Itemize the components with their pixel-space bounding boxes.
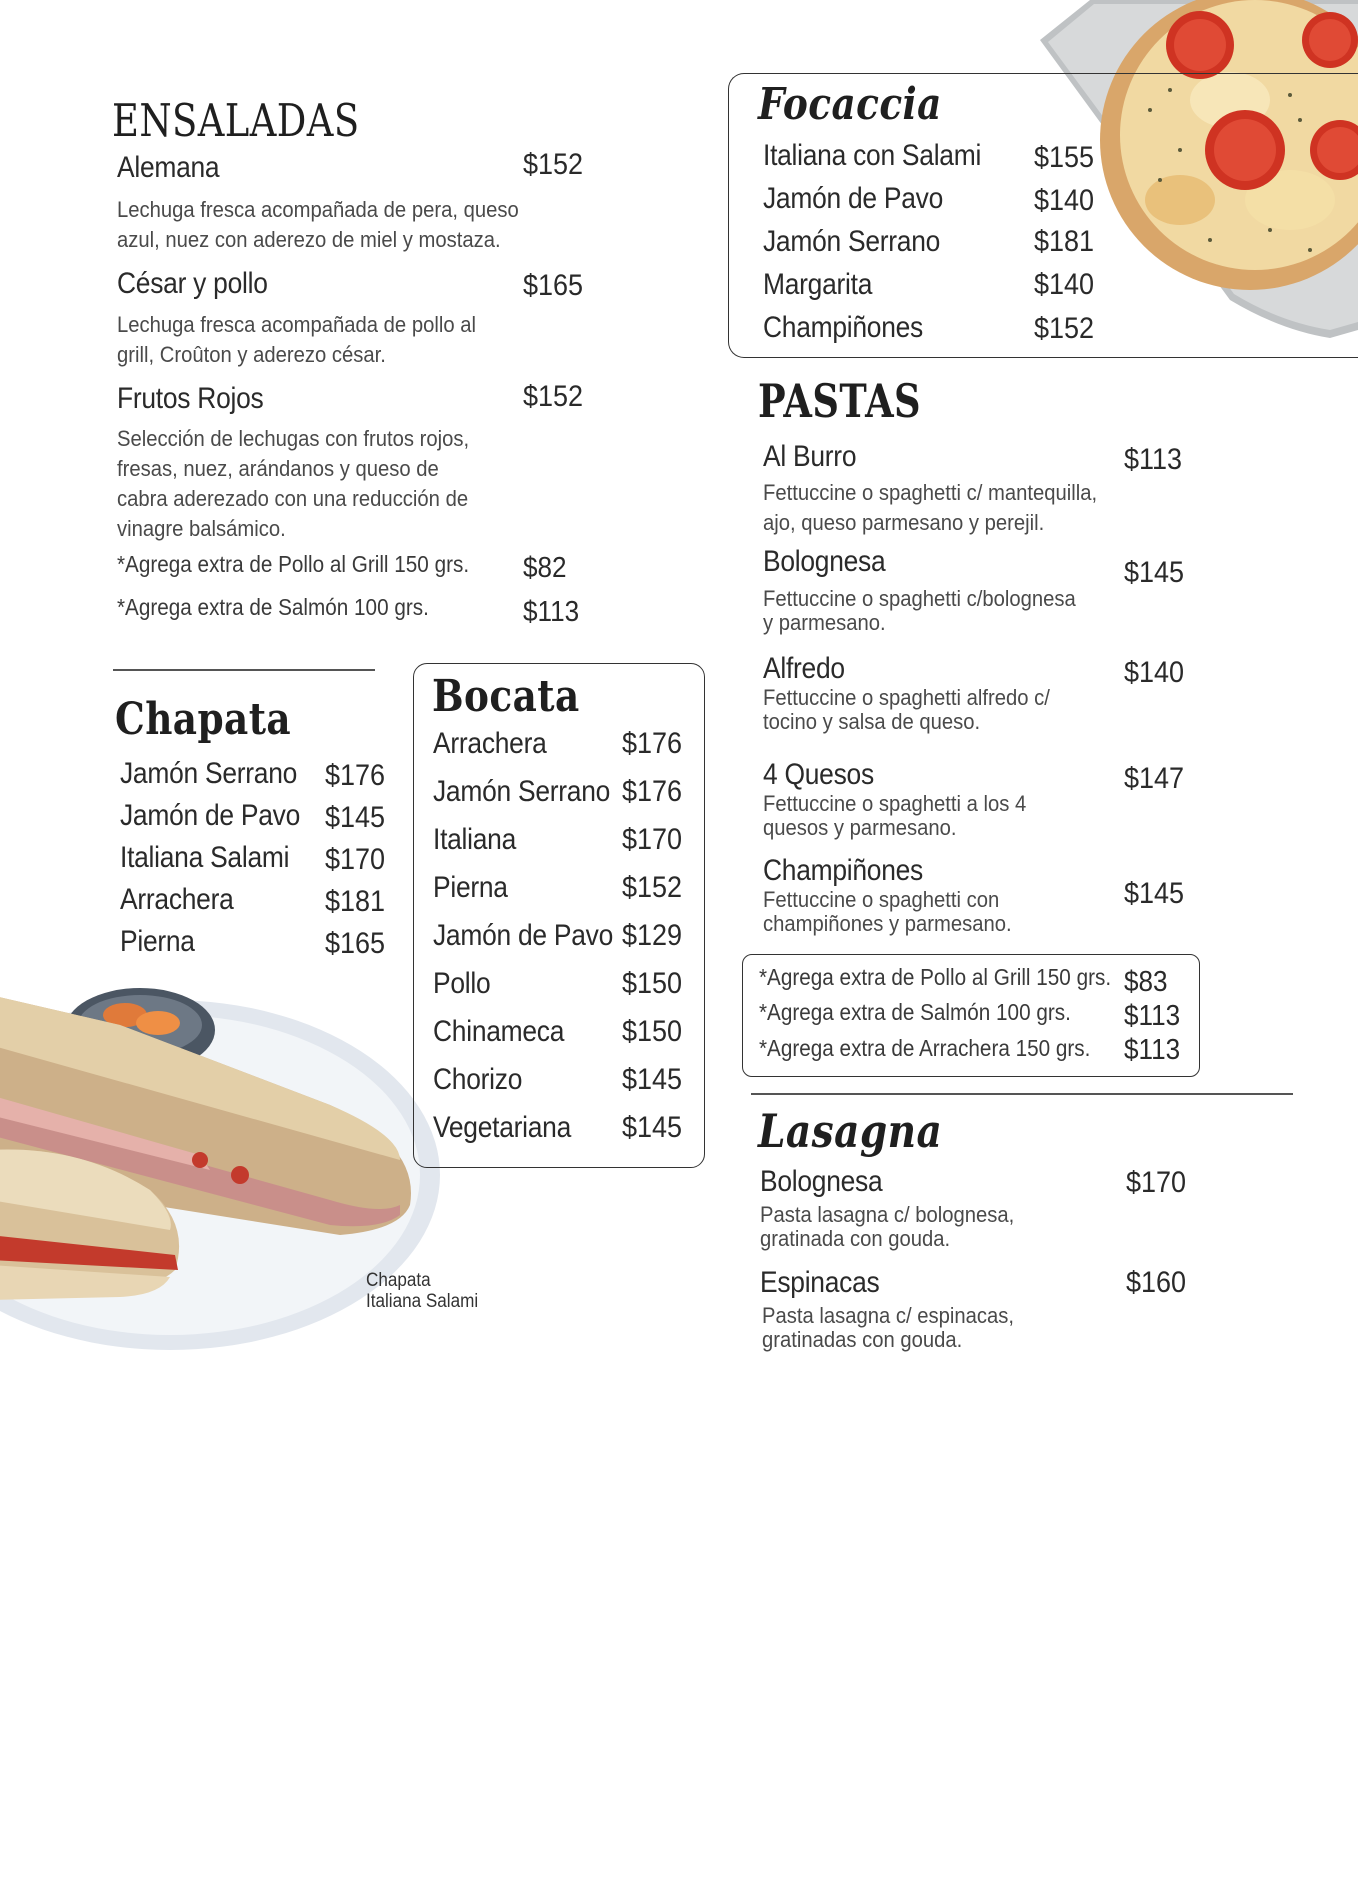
chapata-item-name: Jamón de Pavo bbox=[120, 799, 301, 832]
lasagna-item-desc bbox=[762, 1304, 1014, 1352]
focaccia-item-price: $152 bbox=[1034, 312, 1095, 345]
bocata-item-name: Vegetariana bbox=[433, 1111, 572, 1144]
pastas-item-name: Bolognesa bbox=[763, 545, 886, 578]
chapata-item-name: Arrachera bbox=[120, 883, 234, 916]
bocata-item-name: Chorizo bbox=[433, 1063, 523, 1096]
bocata-item-name: Jamón Serrano bbox=[433, 775, 611, 808]
pastas-title: PASTAS bbox=[758, 374, 922, 428]
ensaladas-item-desc: Lechuga fresca acompañada de pollo al grill, Croûton y aderezo césar. bbox=[117, 312, 476, 367]
pastas-item-name: Al Burro bbox=[763, 440, 857, 473]
focaccia-item-price: $155 bbox=[1034, 141, 1095, 174]
bocata-item-price: $150 bbox=[622, 1015, 683, 1048]
pastas-extra-price: $113 bbox=[1124, 1000, 1181, 1032]
pastas-extra-price: $113 bbox=[1124, 1034, 1181, 1066]
pastas-item-price: $145 bbox=[1124, 556, 1185, 589]
pastas-item-price: $145 bbox=[1124, 877, 1185, 910]
pastas-item-desc bbox=[763, 686, 1050, 734]
ensaladas-item-name: Alemana bbox=[117, 151, 220, 184]
lasagna-item-desc bbox=[760, 1203, 1014, 1251]
pastas-item-desc-line: Fettuccine o spaghetti con bbox=[763, 887, 1000, 912]
pastas-item-desc-line: Fettuccine o spaghetti c/bolognesa bbox=[763, 586, 1076, 611]
chapata-caption-line: Italiana Salami bbox=[366, 1291, 479, 1312]
chapata-title: Chapata bbox=[115, 694, 292, 745]
focaccia-item-price: $181 bbox=[1034, 225, 1095, 258]
ensaladas-extra-label: *Agrega extra de Salmón 100 grs. bbox=[117, 594, 429, 620]
section-divider bbox=[113, 669, 375, 671]
chapata-item-price: $181 bbox=[325, 885, 386, 918]
ensaladas-item-price: $152 bbox=[523, 148, 584, 181]
focaccia-title: Focaccia bbox=[758, 79, 942, 130]
pastas-item-desc bbox=[763, 888, 1012, 936]
focaccia-item-price: $140 bbox=[1034, 268, 1095, 301]
pastas-extra-label: *Agrega extra de Pollo al Grill 150 grs. bbox=[759, 964, 1112, 990]
ensaladas-extra-price: $82 bbox=[523, 552, 567, 584]
lasagna-item-name: Bolognesa bbox=[760, 1165, 883, 1198]
lasagna-item-price: $160 bbox=[1126, 1266, 1187, 1299]
chapata-item-name: Italiana Salami bbox=[120, 841, 290, 874]
chapata-caption bbox=[366, 1270, 478, 1312]
pastas-item-name: Champiñones bbox=[763, 854, 923, 887]
chapata-item-price: $170 bbox=[325, 843, 386, 876]
bocata-item-name: Pollo bbox=[433, 967, 491, 1000]
bocata-item-name: Pierna bbox=[433, 871, 508, 904]
bocata-item-name: Jamón de Pavo bbox=[433, 919, 614, 952]
ensaladas-item-price: $165 bbox=[523, 269, 584, 302]
bocata-item-name: Arrachera bbox=[433, 727, 547, 760]
ensaladas-item-desc: Lechuga fresca acompañada de pera, queso azul, nuez con aderezo de miel y mostaza. bbox=[117, 197, 519, 252]
focaccia-item-name: Margarita bbox=[763, 268, 873, 301]
focaccia-item-name: Jamón de Pavo bbox=[763, 182, 944, 215]
pastas-item-desc-line: Fettuccine o spaghetti alfredo c/ bbox=[763, 685, 1050, 710]
ensaladas-item-desc: Selección de lechugas con frutos rojos, fresas, nuez, arándanos y queso de cabra aderezado con una reducción de vinagre balsámico. bbox=[117, 426, 470, 541]
ensaladas-extra-label: *Agrega extra de Pollo al Grill 150 grs. bbox=[117, 551, 470, 577]
pastas-item-desc-line: champiñones y parmesano. bbox=[763, 911, 1012, 936]
pastas-extra-label: *Agrega extra de Arrachera 150 grs. bbox=[759, 1035, 1091, 1061]
lasagna-item-name: Espinacas bbox=[760, 1266, 880, 1299]
bocata-item-price: $145 bbox=[622, 1111, 683, 1144]
bocata-item-price: $176 bbox=[622, 727, 683, 760]
ensaladas-item-name: Frutos Rojos bbox=[117, 382, 264, 415]
lasagna-item-desc-line: Pasta lasagna c/ bolognesa, bbox=[760, 1202, 1015, 1227]
bocata-item-price: $152 bbox=[622, 871, 683, 904]
chapata-item-name: Jamón Serrano bbox=[120, 757, 298, 790]
chapata-caption-line: Chapata bbox=[366, 1270, 431, 1291]
bocata-item-price: $145 bbox=[622, 1063, 683, 1096]
pastas-item-desc bbox=[763, 587, 1076, 635]
lasagna-item-desc-line: Pasta lasagna c/ espinacas, bbox=[762, 1303, 1015, 1328]
pastas-extra-price: $83 bbox=[1124, 966, 1168, 998]
pastas-item-price: $140 bbox=[1124, 656, 1185, 689]
bocata-item-price: $170 bbox=[622, 823, 683, 856]
lasagna-title: Lasagna bbox=[758, 1104, 943, 1158]
pastas-item-desc-line: Fettuccine o spaghetti a los 4 bbox=[763, 791, 1027, 816]
chapata-item-price: $165 bbox=[325, 927, 386, 960]
bocata-item-name: Chinameca bbox=[433, 1015, 565, 1048]
pastas-extra-label: *Agrega extra de Salmón 100 grs. bbox=[759, 999, 1071, 1025]
pastas-item-desc bbox=[763, 792, 1026, 840]
pastas-item-price: $147 bbox=[1124, 762, 1185, 795]
lasagna-item-desc-line: gratinada con gouda. bbox=[760, 1226, 951, 1251]
focaccia-item-name: Jamón Serrano bbox=[763, 225, 941, 258]
pastas-item-desc-line: tocino y salsa de queso. bbox=[763, 709, 981, 734]
bocata-item-name: Italiana bbox=[433, 823, 517, 856]
pastas-item-name: 4 Quesos bbox=[763, 758, 874, 791]
section-divider bbox=[751, 1093, 1293, 1095]
lasagna-item-price: $170 bbox=[1126, 1166, 1187, 1199]
pastas-item-price: $113 bbox=[1124, 443, 1183, 476]
bocata-item-price: $129 bbox=[622, 919, 683, 952]
chapata-item-name: Pierna bbox=[120, 925, 195, 958]
ensaladas-extra-price: $113 bbox=[523, 596, 580, 628]
pastas-item-desc-line: quesos y parmesano. bbox=[763, 815, 957, 840]
bocata-item-price: $176 bbox=[622, 775, 683, 808]
bocata-title: Bocata bbox=[432, 671, 580, 722]
focaccia-item-name: Italiana con Salami bbox=[763, 139, 982, 172]
focaccia-item-name: Champiñones bbox=[763, 311, 923, 344]
ensaladas-item-name: César y pollo bbox=[117, 267, 268, 300]
bocata-item-price: $150 bbox=[622, 967, 683, 1000]
pastas-item-desc-line: y parmesano. bbox=[763, 610, 886, 635]
chapata-item-price: $176 bbox=[325, 759, 386, 792]
lasagna-item-desc-line: gratinadas con gouda. bbox=[762, 1327, 963, 1352]
focaccia-item-price: $140 bbox=[1034, 184, 1095, 217]
chapata-item-price: $145 bbox=[325, 801, 386, 834]
ensaladas-item-price: $152 bbox=[523, 380, 584, 413]
pastas-item-name: Alfredo bbox=[763, 652, 845, 685]
ensaladas-title: ENSALADAS bbox=[112, 94, 360, 147]
pastas-item-desc: Fettuccine o spaghetti c/ mantequilla, ajo, queso parmesano y perejil. bbox=[763, 480, 1098, 535]
